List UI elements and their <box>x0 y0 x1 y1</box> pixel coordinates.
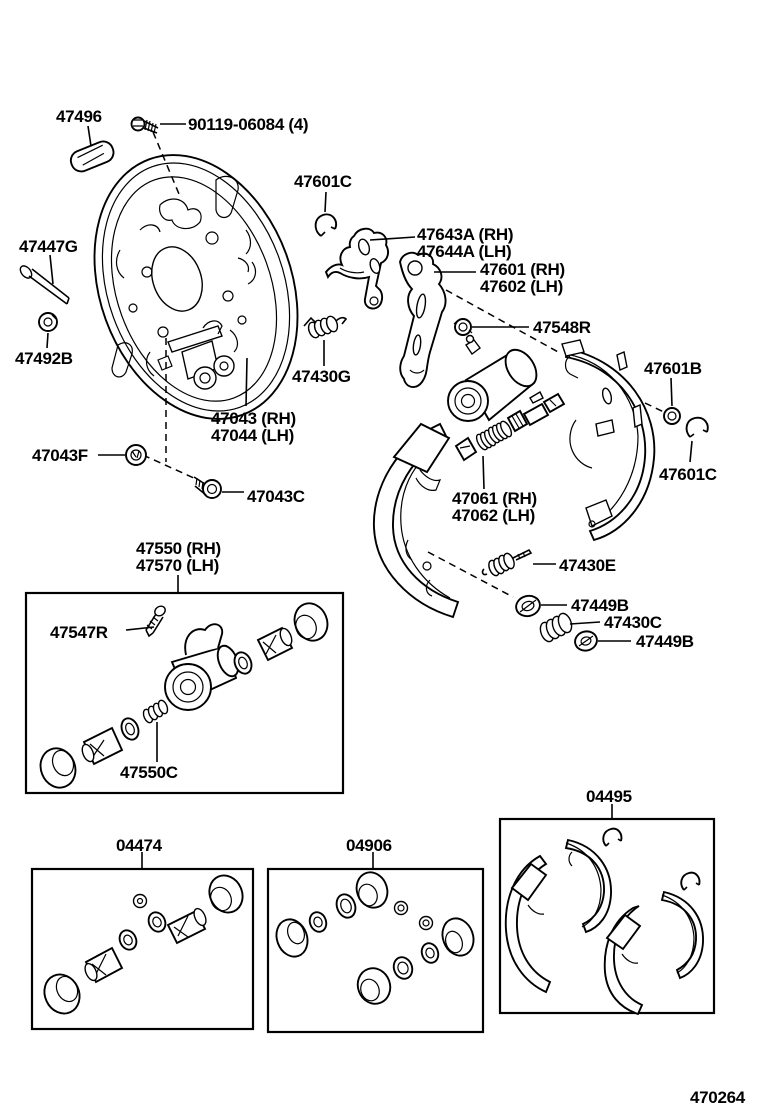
piston-l <box>83 948 122 982</box>
label-47548r: 47548R <box>533 318 591 337</box>
label-47043: 47043 (RH) <box>211 409 296 428</box>
kit-04495-contents <box>506 829 703 1014</box>
leader-47492b <box>47 333 48 348</box>
label-04474: 04474 <box>116 836 162 855</box>
label-90119: 90119-06084 (4) <box>188 115 309 134</box>
clip-47601c-right <box>687 418 708 437</box>
shoe-a <box>506 856 550 992</box>
clip-1 <box>603 829 621 846</box>
label-47644a: 47644A (LH) <box>417 242 512 261</box>
piston-left <box>80 728 122 764</box>
label-04906: 04906 <box>346 836 392 855</box>
boot-right <box>437 914 478 960</box>
spring-47550c <box>142 699 170 724</box>
label-47570: 47570 (LH) <box>136 556 219 575</box>
brake-shoe-right <box>562 340 654 540</box>
boot-bottom <box>353 964 395 1009</box>
cap-1 <box>395 902 408 915</box>
label-04495: 04495 <box>586 787 632 806</box>
kit-04906-contents <box>271 868 478 1008</box>
cap-47449b-lower <box>573 629 599 653</box>
label-47044: 47044 (LH) <box>211 426 294 445</box>
boot-bl <box>38 969 86 1020</box>
leader-47601c-top <box>325 192 326 212</box>
piston-right <box>258 627 294 660</box>
ring-47601b <box>664 408 680 424</box>
clip-2 <box>681 873 699 890</box>
spring-47430c <box>538 612 574 644</box>
cap-2 <box>420 917 433 930</box>
leader-47430c <box>570 622 600 624</box>
label-47492b: 47492B <box>15 349 73 368</box>
brake-shoe-left <box>374 424 458 617</box>
label-47043c: 47043C <box>247 487 305 506</box>
shoe-b <box>566 840 611 932</box>
leader-47547r <box>126 627 154 630</box>
bleeder-cap <box>134 895 147 908</box>
ring-47492b <box>39 313 57 331</box>
label-47043f: 47043F <box>32 446 88 465</box>
leader-47496 <box>88 126 91 146</box>
label-47601c-top: 47601C <box>294 172 352 191</box>
label-47601: 47601 (RH) <box>480 260 565 279</box>
label-47061: 47061 (RH) <box>452 489 537 508</box>
bolt-90119 <box>132 118 159 134</box>
dashed-nut-to-bolt <box>143 455 196 479</box>
backing-plate-47043 <box>59 126 332 447</box>
leader-47043 <box>246 358 247 406</box>
leader-47447g <box>50 255 53 284</box>
cup-seal-1 <box>117 928 140 953</box>
label-47430e: 47430E <box>559 556 616 575</box>
label-47601b: 47601B <box>644 359 702 378</box>
leader-47601c-right <box>690 441 692 462</box>
cup-1 <box>307 910 329 934</box>
lever-47601 <box>400 253 446 387</box>
spring-47430e <box>483 550 531 577</box>
cap-47449b-upper <box>514 593 542 619</box>
piston-r <box>168 907 208 943</box>
boot-left <box>35 743 82 793</box>
cup-3 <box>419 941 441 965</box>
cup-seal-left <box>118 716 141 742</box>
label-47062: 47062 (LH) <box>452 506 535 525</box>
cup-2 <box>333 892 358 921</box>
boot-left <box>271 915 312 961</box>
clip-47601c-top <box>316 214 337 236</box>
nut-47548r <box>454 319 472 335</box>
kit-04474-contents <box>38 870 248 1019</box>
spring-47430g <box>304 315 346 339</box>
label-47602: 47602 (LH) <box>480 277 563 296</box>
figure-number: 470264 <box>690 1088 745 1107</box>
label-47601c-right: 47601C <box>659 465 717 484</box>
cylinder-body <box>165 624 242 710</box>
bolt-47043c <box>194 477 221 498</box>
dashed-to-47601b <box>645 403 666 413</box>
label-47449b-lower: 47449B <box>636 632 694 651</box>
label-47430c: 47430C <box>604 613 662 632</box>
label-47449b-upper: 47449B <box>571 596 629 615</box>
label-47547r: 47547R <box>50 623 108 642</box>
leader-47061 <box>483 456 484 489</box>
label-47447g: 47447G <box>19 237 78 256</box>
bleeder-screw-47547r <box>146 604 167 636</box>
label-47643a: 47643A (RH) <box>417 225 514 244</box>
plug-47496 <box>68 138 117 174</box>
label-47550c: 47550C <box>120 763 178 782</box>
boot-tr <box>203 870 248 918</box>
nut-47043f <box>126 445 146 465</box>
label-47430g: 47430G <box>292 367 351 386</box>
pin-47447g <box>18 264 69 304</box>
label-47496: 47496 <box>56 107 102 126</box>
shoe-d <box>662 892 703 978</box>
bracket-47643a <box>326 229 388 309</box>
label-47550: 47550 (RH) <box>136 539 221 558</box>
shoe-c <box>605 906 642 1014</box>
cup-seal-2 <box>146 910 169 935</box>
cup-4 <box>391 955 415 982</box>
leader-47601b <box>671 378 672 406</box>
boot-right <box>289 598 333 645</box>
wheel-cylinder-47550-body <box>448 336 543 422</box>
